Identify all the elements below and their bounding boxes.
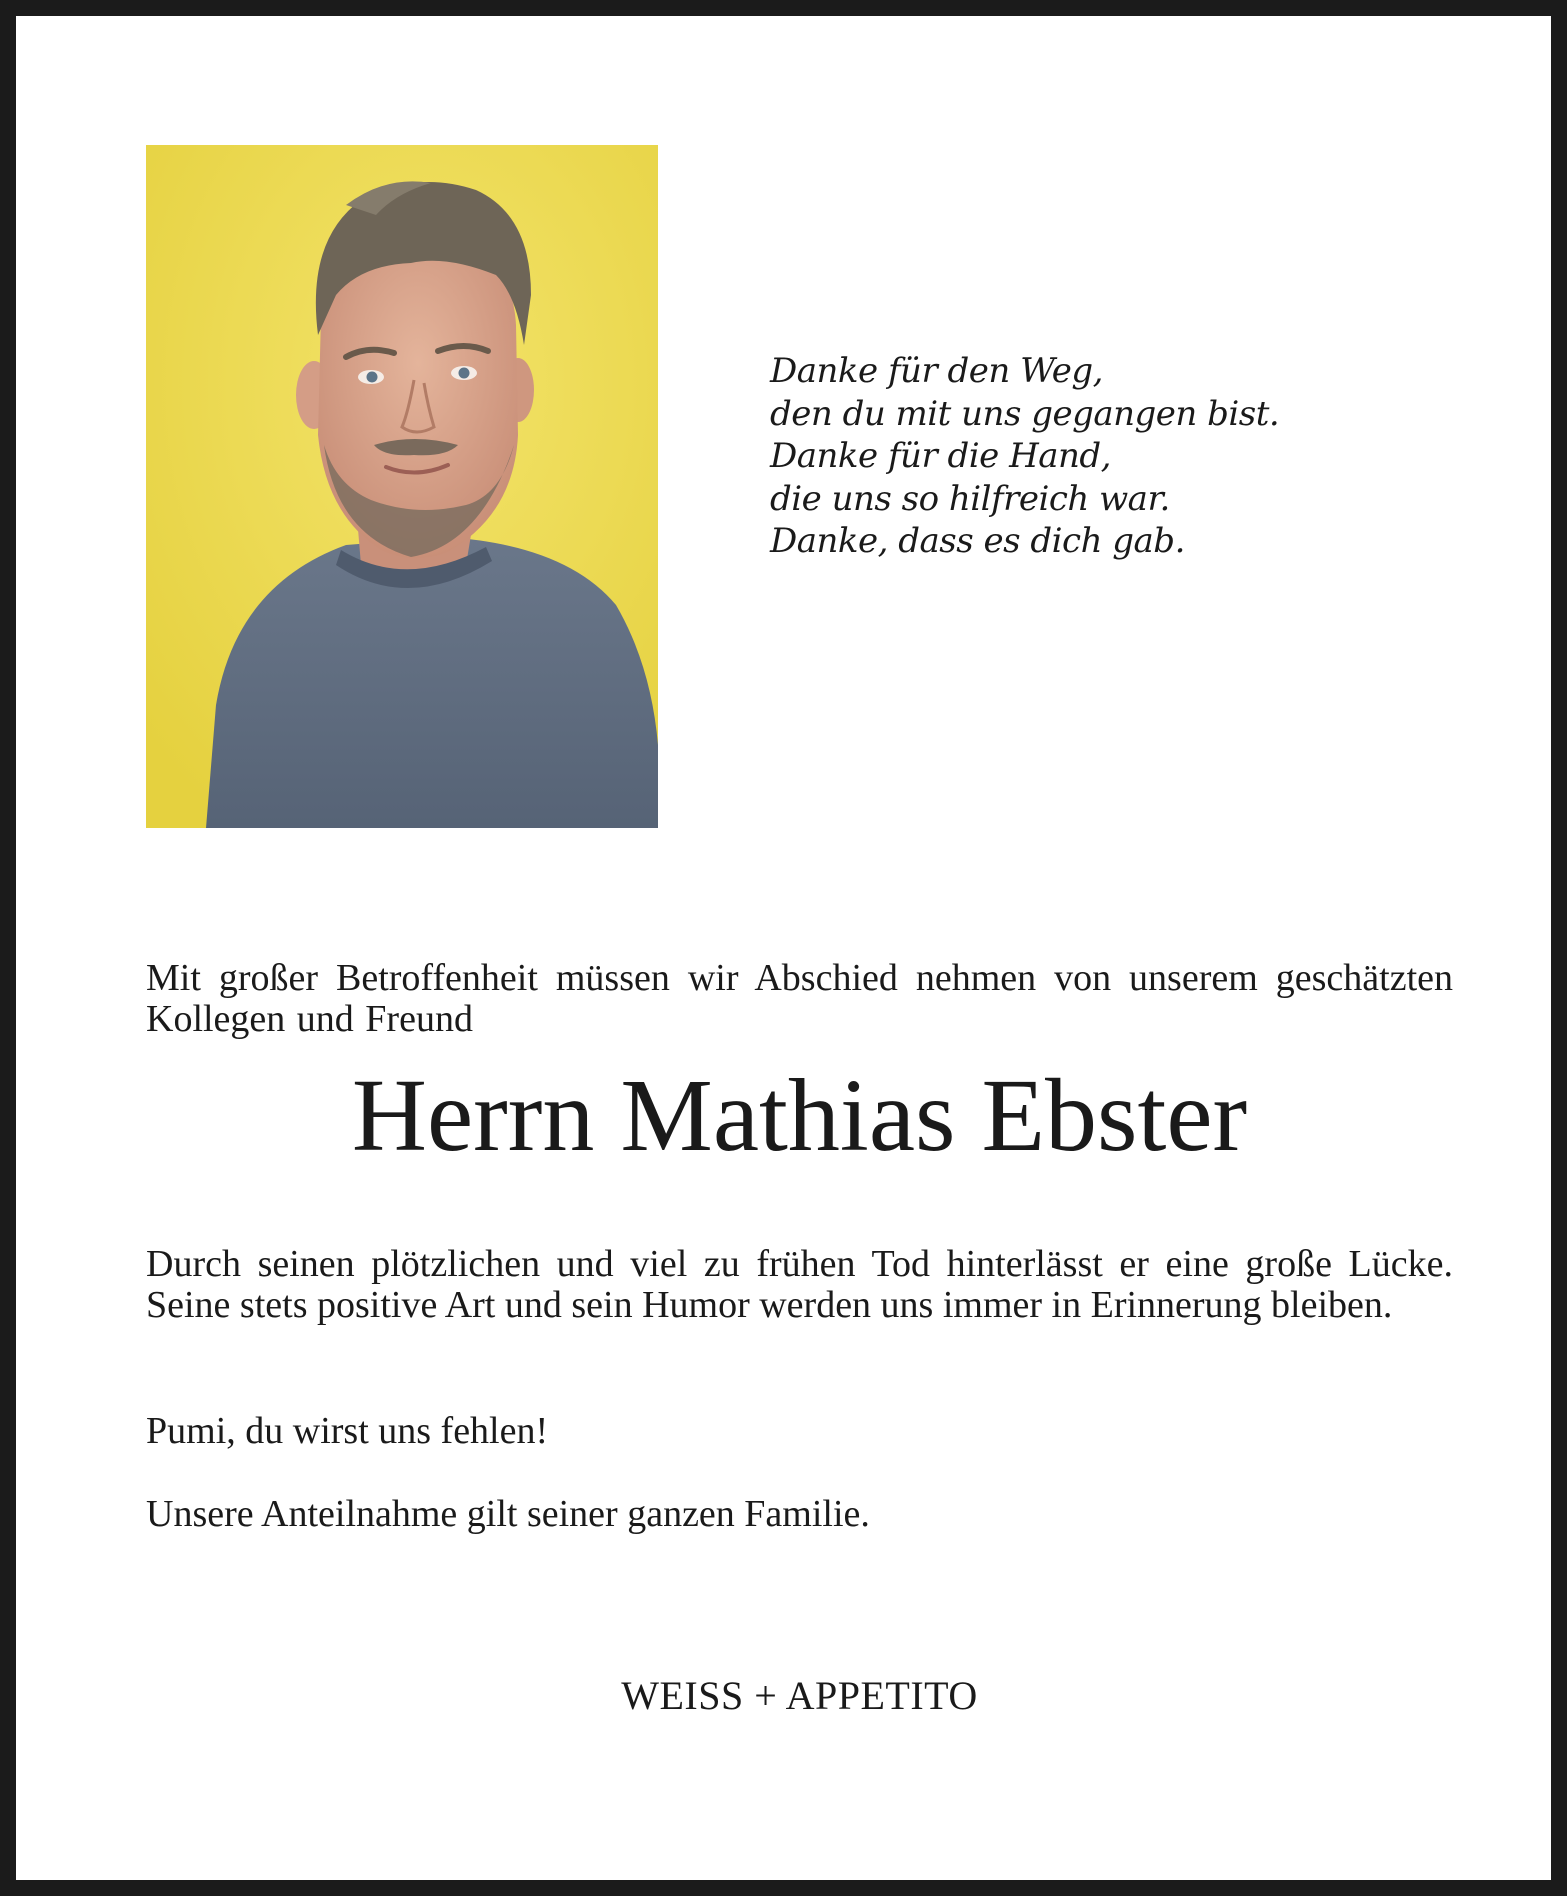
farewell-line: Pumi, du wirst uns fehlen! — [146, 1410, 549, 1452]
deceased-name: Herrn Mathias Ebster — [351, 1058, 1248, 1173]
portrait-photo — [146, 145, 658, 828]
poem-line: Danke für die Hand, — [770, 436, 1111, 476]
intro-text: Mit großer Betroffenheit müssen wir Abschied nehmen von unserem geschätzten Kollegen und Freund — [146, 957, 1453, 1040]
poem-line: den du mit uns gegangen bist. — [770, 393, 1280, 434]
poem-line: Danke für den Weg, — [770, 351, 1103, 391]
condolence-line: Unsere Anteilnahme gilt seiner ganzen Familie. — [146, 1493, 870, 1535]
portrait-illustration — [146, 145, 658, 828]
poem-line: die uns so hilfreich war. — [770, 478, 1170, 519]
signature: WEISS + APPETITO — [621, 1673, 978, 1718]
memorial-poem — [770, 350, 1410, 563]
tribute-paragraph: Durch seinen plötzlichen und viel zu frühen Tod hinterlässt er eine große Lücke. Seine stets positive Art und sein Humor werden uns immer in Erinnerung bleiben. — [146, 1243, 1453, 1326]
poem-line: Danke, dass es dich gab. — [770, 521, 1185, 561]
